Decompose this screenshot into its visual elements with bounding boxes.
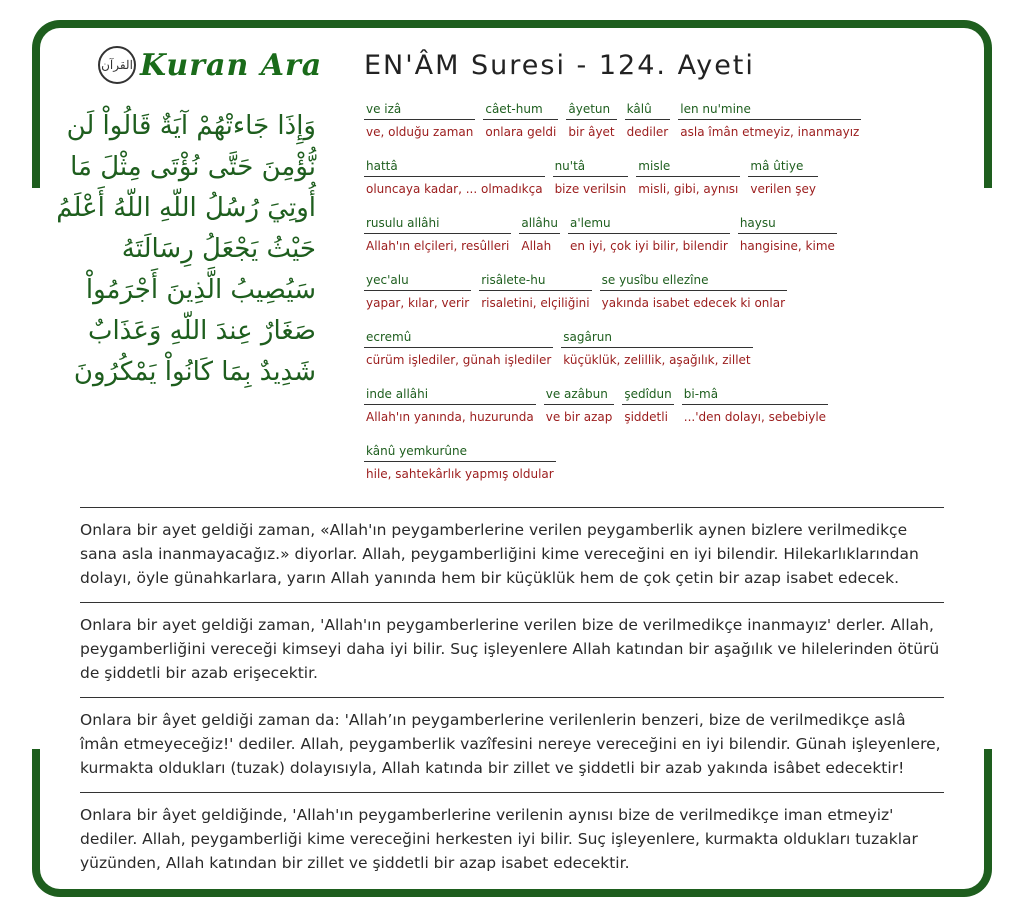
word-transliteration: len nu'mine [678,100,861,120]
word-meaning: hile, sahtekârlık yapmış oldular [366,467,554,481]
word-transliteration: nu'tâ [553,157,629,177]
word-meaning: dediler [626,125,669,139]
word-meaning: risaletini, elçiliğini [481,296,590,310]
word-transliteration: rusulu allâhi [364,214,511,234]
word-item[interactable] [738,214,837,271]
frame-corner [32,168,40,188]
word-transliteration: bi-mâ [682,385,828,405]
word-item[interactable] [625,100,671,157]
word-meaning: hangisine, kime [739,239,835,253]
word-transliteration: hattâ [364,157,545,177]
word-transliteration: âyetun [566,100,616,120]
word-item[interactable] [622,385,673,442]
frame-corner [984,749,992,769]
word-meaning: misli, gibi, aynısı [638,182,739,196]
word-meaning: yapar, kılar, verir [366,296,470,310]
word-meaning: bize verilsin [554,182,627,196]
word-meaning: ve bir azap [545,410,613,424]
word-meaning: cürüm işlediler, günah işlediler [366,353,552,367]
word-meaning: verilen şey [750,182,817,196]
word-transliteration: misle [636,157,740,177]
word-row [364,100,904,157]
word-transliteration: sagârun [561,328,752,348]
word-meaning: Allah'ın yanında, huzurunda [366,410,534,424]
word-item[interactable] [364,328,553,385]
word-transliteration: mâ ûtiye [748,157,818,177]
word-meaning: ve, olduğu zaman [366,125,474,139]
word-item[interactable] [678,100,861,157]
word-item[interactable] [364,100,475,157]
word-meaning: onlara geldi [485,125,557,139]
word-row [364,271,904,328]
quran-seal-icon: القرآن [98,46,136,84]
logo-text: Kuran Ara [140,47,323,83]
translations-list [80,507,944,887]
translation-paragraph: Onlara bir âyet geldiğinde, 'Allah'ın peygamberlerine verilenin aynısı bize de verilmedikçe iman etmeyiz' dediler. Allah, peygamberliği kime vereceğini herkesten iyi bilir. Suç işleyenlere, kurmakta oldukları tuzaklar yüzünden, Allah katından bir zillet ve şiddetli bir azap isabet edecektir. [80,792,944,887]
word-item[interactable] [364,157,545,214]
word-meaning: oluncaya kadar, ... olmadıkça [366,182,543,196]
frame-corner [32,749,40,769]
word-transliteration: ecremû [364,328,553,348]
word-transliteration: kâlû [625,100,671,120]
word-transliteration: inde allâhi [364,385,536,405]
word-row [364,442,904,499]
word-item[interactable] [364,214,511,271]
word-item[interactable] [364,271,471,328]
word-item[interactable] [682,385,828,442]
word-transliteration: kânû yemkurûne [364,442,556,462]
word-item[interactable] [636,157,740,214]
word-transliteration: şedîdun [622,385,673,405]
word-by-word-table [364,100,904,499]
word-transliteration: haysu [738,214,837,234]
word-item[interactable] [561,328,752,385]
word-transliteration: allâhu [519,214,560,234]
word-transliteration: a'lemu [568,214,730,234]
word-row [364,385,904,442]
page-title: EN'ÂM Suresi - 124. Ayeti [364,50,755,81]
frame-corner [984,168,992,188]
word-item[interactable] [519,214,560,271]
word-meaning: küçüklük, zelillik, aşağılık, zillet [563,353,751,367]
word-item[interactable] [553,157,629,214]
word-item[interactable] [566,100,616,157]
word-item[interactable] [568,214,730,271]
word-transliteration: ve azâbun [544,385,615,405]
translation-paragraph: Onlara bir ayet geldiği zaman, «Allah'ın peygamberlerine verilen peygamberlik aynen bizlere verilmedikçe sana asla inanmayacağız.» diyorlar. Allah, peygamberliğini kime vereceğini en iyi bilendir. Hilekarlıklarından dolayı, öyle günahkarlara, yarın Allah yanında hem bir küçüklük hem de çok çetin bir azap isabet edecek. [80,507,944,602]
translation-paragraph: Onlara bir âyet geldiği zaman da: 'Allah’ın peygamberlerine verilenlerin benzeri, bize de verilmedikçe aslâ îmân etmeyeceğiz!' dediler. Allah, peygamberlik vazîfesini nereye vereceğini en iyi bilendir. Günah işleyenlere, kurmakta oldukları (tuzak) dolayısıyla, Allah katında bir zillet ve şiddetli bir azab yakında isâbet edecektir! [80,697,944,792]
word-meaning: Allah [521,239,552,253]
word-transliteration: câet-hum [483,100,558,120]
word-meaning: ...'den dolayı, sebebiyle [683,410,827,424]
word-meaning: yakında isabet edecek ki onlar [601,296,786,310]
word-item[interactable] [544,385,615,442]
word-transliteration: se yusîbu ellezîne [600,271,787,291]
word-item[interactable] [483,100,558,157]
word-row [364,214,904,271]
word-meaning: Allah'ın elçileri, resûlleri [366,239,510,253]
translation-paragraph: Onlara bir ayet geldiği zaman, 'Allah'ın peygamberlerine verilen bize de verilmedikçe inanmayız' derler. Allah, peygamberliğini vereceği kimseyi daha iyi bilir. Suç işleyenlere Allah katından bir aşağılık ve hilelerinden ötürü de şiddetli bir azab erişecektir. [80,602,944,697]
word-meaning: asla îmân etmeyiz, inanmayız [680,125,860,139]
word-transliteration: risâlete-hu [479,271,591,291]
word-item[interactable] [600,271,787,328]
word-meaning: şiddetli [624,410,668,424]
word-item[interactable] [748,157,818,214]
word-row [364,328,904,385]
word-item[interactable] [479,271,591,328]
site-logo[interactable] [98,46,322,84]
word-meaning: en iyi, çok iyi bilir, bilendir [569,239,728,253]
word-row [364,157,904,214]
word-item[interactable] [364,442,556,499]
arabic-verse: وَإِذَا جَاءتْهُمْ آيَةٌ قَالُواْ لَن نُّؤْمِنَ حَتَّى نُؤْتَى مِثْلَ مَا أُوتِيَ رُسُلُ اللّهِ اللّهُ أَعْلَمُ حَيْثُ يَجْعَلُ رِسَالَتَهُ سَيُصِيبُ الَّذِينَ أَجْرَمُواْ صَغَارٌ عِندَ اللّهِ وَعَذَابٌ شَدِيدٌ بِمَا كَانُواْ يَمْكُرُونَ [56,111,316,387]
word-meaning: bir âyet [568,125,615,139]
word-transliteration: ve izâ [364,100,475,120]
word-item[interactable] [364,385,536,442]
word-transliteration: yec'alu [364,271,471,291]
